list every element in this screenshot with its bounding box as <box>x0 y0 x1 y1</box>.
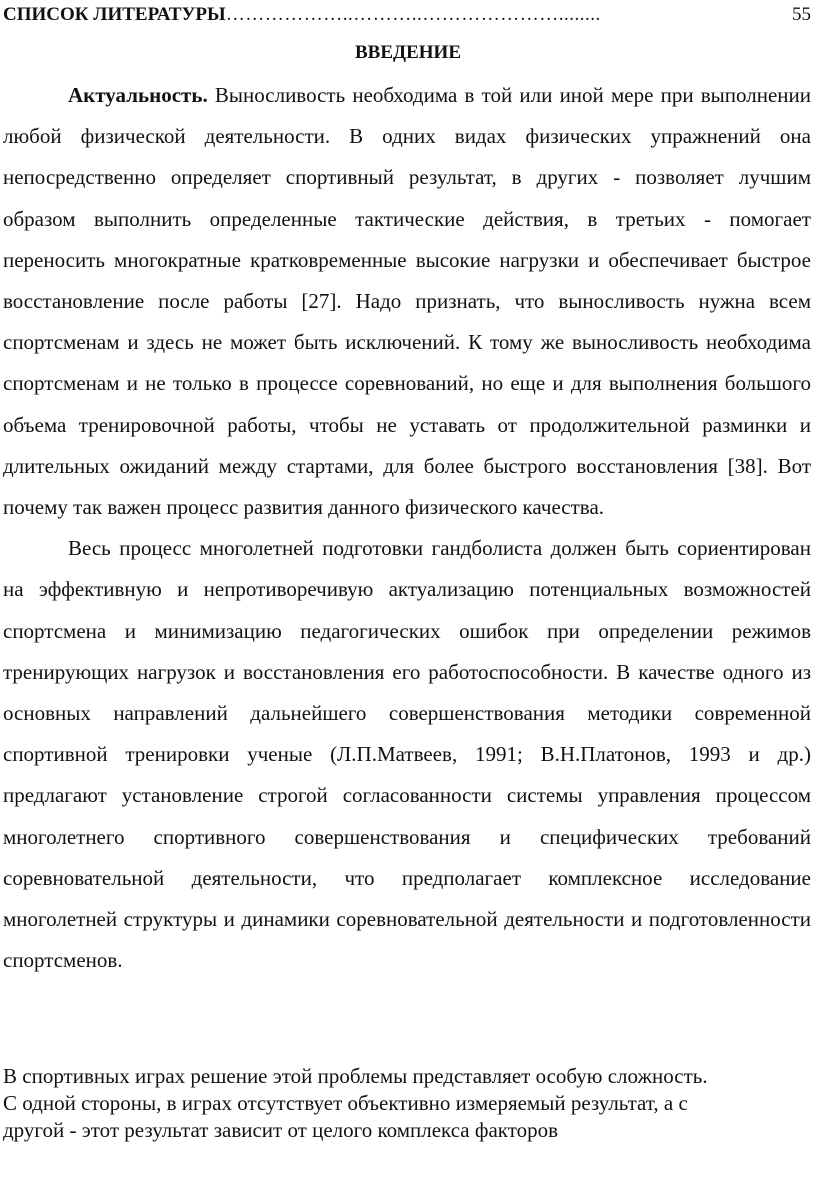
tail-line: В спортивных играх решение этой проблемы представляет особую сложность. <box>3 1064 708 1088</box>
section-heading: ВВЕДЕНИЕ <box>355 42 461 63</box>
toc-entry <box>3 0 811 30</box>
body-text <box>3 75 811 981</box>
paragraph-training: Весь процесс многолетней подготовки гандболиста должен быть сориентирован на эффективную и непротиворечивую актуализацию потенциальных возможностей спортсмена и минимизацию педагогических ошибок при определении режимов тренирующих нагрузок и восстановления его работоспособности. В качестве одного из основных направлений дальнейшего совершенствования методики современной спортивной тренировки ученые (Л.П.Матвеев, 1991; В.Н.Платонов, 1993 и др.) предлагают установление строгой согласованности системы управления процессом многолетнего спортивного совершенствования и специфических требований соревновательной деятельности, что предполагает комплексное исследование многолетней структуры и динамики соревновательной деятельности и подготовленности спортсменов. <box>3 536 811 973</box>
toc-page-number: 55 <box>792 4 811 25</box>
paragraph-relevance <box>3 75 811 528</box>
tail-text <box>3 1063 811 1144</box>
tail-line: С одной стороны, в играх отсутствует объективно измеряемый результат, а с <box>3 1091 688 1115</box>
paragraph-lead: Актуальность. <box>68 83 208 107</box>
toc-dot-leader: ………………..………..…………………........ <box>225 4 601 25</box>
toc-entry-title: СПИСОК ЛИТЕРАТУРЫ <box>3 4 226 25</box>
tail-line: другой - этот результат зависит от целого комплекса факторов <box>3 1118 559 1142</box>
paragraph-text: Выносливость необходима в той или иной мере при выполнении любой физической деятельности. В одних видах физических упражнений она непосредственно определяет спортивный результат, в других - позволяет лучшим образом выполнить определенные тактические действия, в третьих - помогает переносить многократные кратковременные высокие нагрузки и обеспечивает быстрое восстановление после работы [27]. Надо признать, что выносливость нужна всем спортсменам и здесь не может быть исключений. К тому же выносливость необходима спортсменам и не только в процессе соревнований, но еще и для выполнения большого объема тренировочной работы, чтобы не уставать от продолжительной разминки и длительных ожиданий между стартами, для более быстрого восстановления [38]. Вот почему так важен процесс развития данного физического качества. <box>3 83 811 520</box>
